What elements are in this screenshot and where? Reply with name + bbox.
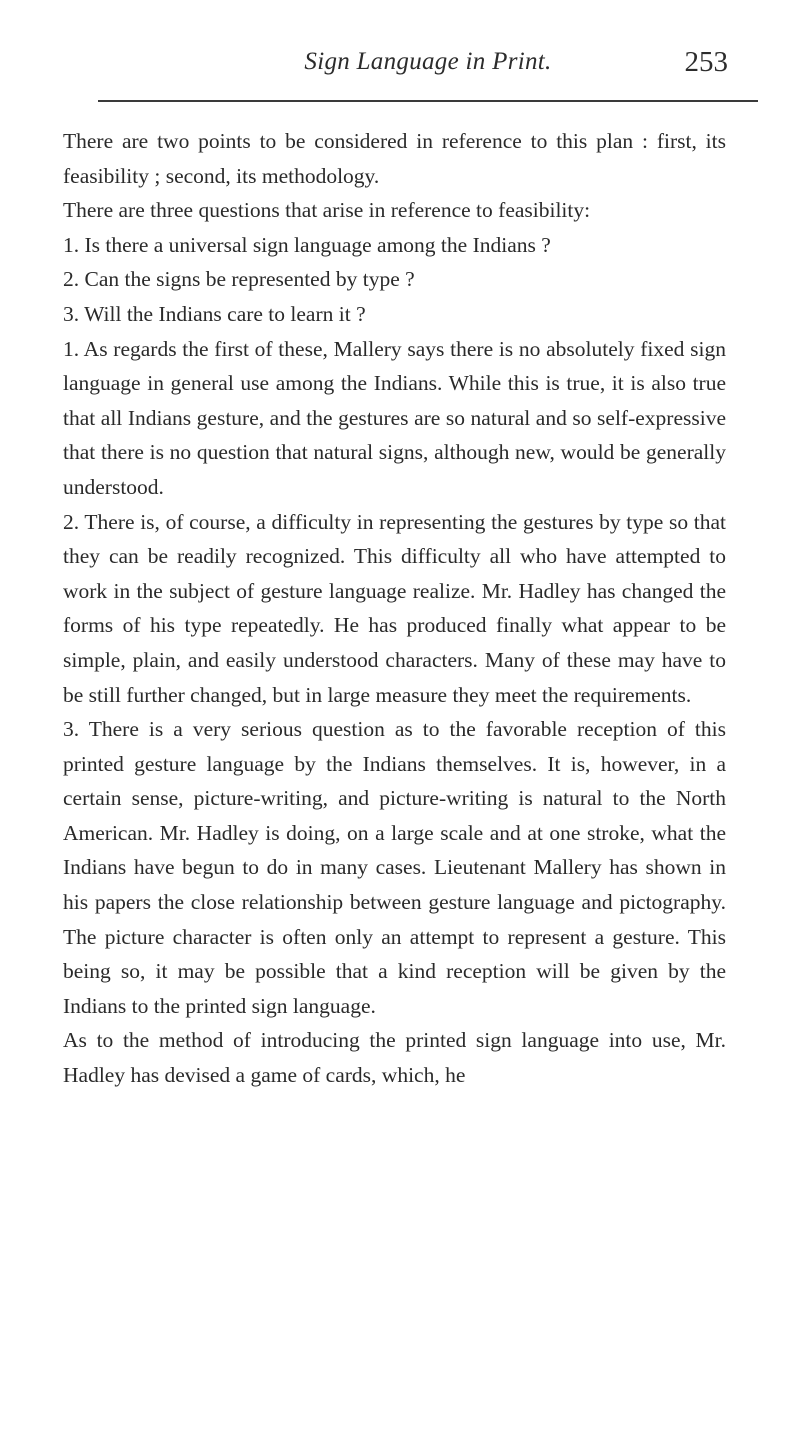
- paragraph: 1. As regards the first of these, Mallery says there is no absolutely fixed sign language in general use among the Indians. While this is true, it is also true that all Indians gesture, and the gestures are so natural and so self-expressive that there is no question that natural signs, although new, would be generally understood.: [63, 336, 726, 499]
- paragraph: There are two points to be considered in reference to this plan : first, its feasibility ; second, its methodology.: [63, 129, 726, 188]
- paragraph: 2. There is, of course, a difficulty in representing the gestures by type so that they can be readily recognized. This difficulty all who have attempted to work in the subject of gesture language realize. Mr. Hadley has changed the forms of his type repeatedly. He has produced finally what appear to be simple, plain, and easily understood characters. Many of these may have to be still further changed, but in large measure they meet the requirements.: [63, 509, 726, 707]
- body-text: [63, 124, 726, 1093]
- page-number: 253: [684, 46, 728, 78]
- header-rule: [98, 100, 758, 102]
- paragraph: As to the method of introducing the printed sign language into use, Mr. Hadley has devised a game of cards, which, he: [63, 1028, 726, 1088]
- paragraph: 3. There is a very serious question as to the favorable reception of this printed gesture language by the Indians themselves. It is, however, in a certain sense, picture-writing, and picture-writing is natural to the North American. Mr. Hadley is doing, on a large scale and at one stroke, what the Indians have begun to do in many cases. Lieutenant Mallery has shown in his papers the close relationship between gesture language and pictography. The picture character is often only an attempt to represent a gesture. This being so, it may be possible that a kind reception will be given by the Indians to the printed sign language.: [63, 717, 726, 1018]
- page-header: [98, 44, 758, 104]
- list-item: 3. Will the Indians care to learn it ?: [63, 301, 366, 326]
- list-item: 1. Is there a universal sign language among the Indians ?: [63, 232, 551, 257]
- running-title: Sign Language in Print.: [304, 48, 552, 75]
- paragraph: There are three questions that arise in reference to feasibility:: [63, 198, 591, 223]
- list-item: 2. Can the signs be represented by type ?: [63, 267, 415, 292]
